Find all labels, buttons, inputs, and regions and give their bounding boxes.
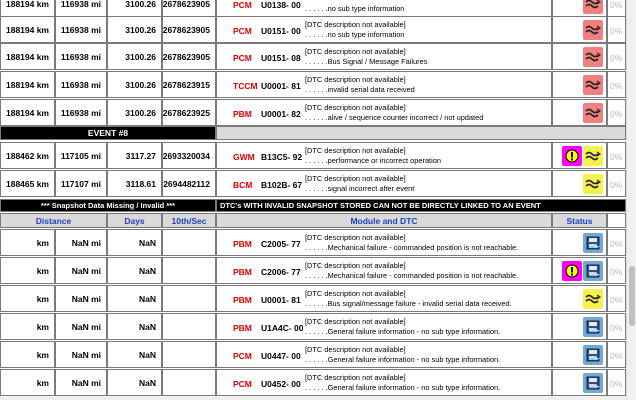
percent-value: 0% [610,0,623,10]
tenth-sec-value: 2678623905 [162,43,216,70]
dtc-row[interactable] [0,71,626,98]
dtc-subtype: . . . . . .Mechanical failure - commanded position is not reachable. [305,243,519,252]
module-name: PBM [233,295,252,305]
distance-km: 188194 km [0,43,55,70]
percent-value: 0% [610,267,623,277]
disk-icon[interactable] [583,261,603,281]
dtc-code: U0151- 08 [261,53,301,63]
status-cell [552,257,607,284]
days-value: 3118.61 [107,170,162,197]
days-value: NaN [107,229,162,256]
distance-mi: 116938 mi [55,99,107,126]
tenth-sec-value [162,229,216,256]
invalid-dtc-row[interactable] [0,285,626,312]
invalid-banner-row [0,199,626,212]
distance-km: km [0,257,55,284]
dtc-row[interactable] [0,99,626,126]
horizontal-scrollbar[interactable] [0,396,626,400]
dtc-code: U0001- 82 [261,109,301,119]
percent-cell [607,43,626,70]
days-value: 3117.27 [107,142,162,169]
tenth-sec-value: 2694482112 [162,170,216,197]
dtc-code: C2006- 77 [261,267,301,277]
percent-cell [607,285,626,312]
scrollbar-thumb[interactable] [629,266,635,326]
status-cell [552,285,607,312]
percent-value: 0% [610,81,623,91]
header-status: Status [552,213,607,228]
dtc-code: U0452- 00 [261,379,301,389]
percent-value: 0% [610,295,623,305]
dtc-code: U0001- 81 [261,81,301,91]
snapshot-missing-label: *** Snapshot Data Missing / Invalid *** [0,199,216,212]
tenth-sec-value [162,285,216,312]
dtc-description: [DTC description not available] [305,146,406,155]
invalid-dtc-row[interactable] [0,229,626,256]
module-name: PBM [233,239,252,249]
distance-mi: NaN mi [55,229,107,256]
percent-cell [607,71,626,98]
module-name: TCCM [233,81,258,91]
percent-cell [607,341,626,368]
percent-cell [607,229,626,256]
tenth-sec-value [162,369,216,396]
intermittent-signal-icon[interactable] [583,146,603,166]
dtc-code: C2005- 77 [261,239,301,249]
dtc-code: B13C5- 92 [261,152,303,162]
invalid-dtc-row[interactable] [0,369,626,396]
dtc-code: U0001- 81 [261,295,301,305]
dtc-description: [DTC description not available] [305,289,406,298]
distance-km: 188194 km [0,16,55,43]
percent-value: 0% [610,180,623,190]
status-cell [552,99,607,126]
module-name: PCM [233,26,252,36]
distance-mi: NaN mi [55,285,107,312]
status-cell [552,369,607,396]
distance-mi: NaN mi [55,369,107,396]
module-dtc-cell [216,71,552,98]
percent-value: 0% [610,351,623,361]
event-dtc-row[interactable] [0,170,626,197]
distance-km: km [0,313,55,340]
distance-mi: 116938 mi [55,43,107,70]
module-name: PCM [233,0,252,10]
days-value: 3100.26 [107,16,162,43]
module-dtc-cell [216,257,552,284]
dtc-subtype: . . . . . .General failure information - no sub type information. [305,383,501,392]
invalid-dtc-row[interactable] [0,257,626,284]
dtc-subtype: . . . . . .General failure information - no sub type information. [305,327,501,336]
disk-icon[interactable] [583,345,603,365]
days-value: 3100.26 [107,0,162,17]
module-name: PBM [233,109,252,119]
days-value: NaN [107,285,162,312]
warning-icon[interactable] [562,146,582,166]
dtc-code: B102B- 67 [261,180,303,190]
dtc-description: [DTC description not available] [305,174,406,183]
warning-icon[interactable] [562,261,582,281]
dtc-description: [DTC description not available] [305,261,406,270]
tenth-sec-value [162,341,216,368]
dtc-code: U1A4C- 00 [261,323,304,333]
status-cell [552,16,607,43]
percent-cell [607,99,626,126]
dtc-subtype: . . . . . .no sub type information [305,30,405,39]
percent-cell [607,257,626,284]
distance-mi: 117105 mi [55,142,107,169]
dtc-description: [DTC description not available] [305,233,406,242]
disk-icon[interactable] [583,373,603,393]
tenth-sec-value: 2678623915 [162,71,216,98]
module-name: PCM [233,379,252,389]
status-cell [552,229,607,256]
days-value: 3100.26 [107,99,162,126]
dtc-code: U0138- 00 [261,0,301,10]
event-gray-bar [216,126,626,140]
percent-cell [607,313,626,340]
dtc-description: [DTC description not available] [305,317,406,326]
vertical-scrollbar[interactable] [626,0,636,400]
distance-mi: 117107 mi [55,170,107,197]
module-name: PBM [233,323,252,333]
header-days: Days [107,213,162,228]
column-header-row [0,213,626,228]
intermittent-signal-icon[interactable] [583,289,603,309]
disk-icon[interactable] [583,233,603,253]
dtc-description: [DTC description not available] [305,47,406,56]
dtc-subtype: . . . . . .Bus signal/message failure - invalid serial data received. [305,299,512,308]
dtc-subtype: . . . . . .no sub type information [305,4,405,13]
intermittent-signal-icon[interactable] [583,75,603,95]
distance-km: 188462 km [0,142,55,169]
distance-mi: NaN mi [55,313,107,340]
module-dtc-cell [216,170,552,197]
module-dtc-cell [216,0,552,17]
days-value: NaN [107,341,162,368]
module-dtc-cell [216,99,552,126]
status-cell [552,170,607,197]
dtc-description: [DTC description not available] [305,103,406,112]
event-label: EVENT #8 [0,126,216,140]
days-value: NaN [107,313,162,340]
dtc-description: [DTC description not available] [305,20,406,29]
distance-mi: NaN mi [55,257,107,284]
module-name: PBM [233,267,252,277]
percent-cell [607,369,626,396]
distance-km: km [0,229,55,256]
invalid-dtc-row[interactable] [0,341,626,368]
intermittent-signal-icon[interactable] [583,103,603,123]
intermittent-signal-icon[interactable] [583,174,603,194]
tenth-sec-value: 2678623905 [162,16,216,43]
distance-km: km [0,341,55,368]
invalid-snapshot-banner: DTC's WITH INVALID SNAPSHOT STORED CAN NOT BE DIRECTLY LINKED TO AN EVENT [216,199,626,212]
dtc-subtype: . . . . . .Mechanical failure - commanded position is not reachable. [305,271,519,280]
days-value: NaN [107,257,162,284]
module-dtc-cell [216,285,552,312]
module-name: BCM [233,180,253,190]
module-name: PCM [233,53,252,63]
module-dtc-cell [216,16,552,43]
days-value: NaN [107,369,162,396]
intermittent-signal-icon[interactable] [583,20,603,40]
disk-icon[interactable] [583,317,603,337]
module-name: GWM [233,152,255,162]
module-dtc-cell [216,142,552,169]
dtc-subtype: . . . . . .Bus Signal / Message Failures [305,57,428,66]
percent-value: 0% [610,323,623,333]
intermittent-signal-icon[interactable] [583,0,603,14]
distance-km: 188194 km [0,99,55,126]
dtc-subtype: . . . . . .alive / sequence counter incorrect / not updated [305,113,484,122]
distance-mi: 116938 mi [55,16,107,43]
module-dtc-cell [216,313,552,340]
status-cell [552,142,607,169]
module-dtc-cell [216,43,552,70]
tenth-sec-value: 2693320034 [162,142,216,169]
dtc-subtype: . . . . . .signal incorrect after event [305,184,415,193]
days-value: 3100.26 [107,43,162,70]
status-cell [552,313,607,340]
dtc-code: U0151- 00 [261,26,301,36]
tenth-sec-value: 2678623925 [162,99,216,126]
dtc-code: U0447- 00 [261,351,301,361]
percent-value: 0% [610,152,623,162]
percent-cell [607,16,626,43]
module-dtc-cell [216,369,552,396]
distance-km: km [0,369,55,396]
percent-value: 0% [610,239,623,249]
dtc-description: [DTC description not available] [305,75,406,84]
dtc-subtype: . . . . . .invalid serial data received [305,85,415,94]
intermittent-signal-icon[interactable] [583,47,603,67]
distance-mi: 116938 mi [55,71,107,98]
distance-mi: NaN mi [55,341,107,368]
event-header-row [0,126,626,140]
distance-km: 188194 km [0,71,55,98]
percent-value: 0% [610,379,623,389]
percent-cell [607,0,626,17]
dtc-subtype: . . . . . .performance or incorrect operation [305,156,441,165]
status-cell [552,43,607,70]
module-name: PCM [233,351,252,361]
percent-value: 0% [610,109,623,119]
header-tenth-sec: 10th/Sec [162,213,216,228]
days-value: 3100.26 [107,71,162,98]
percent-value: 0% [610,53,623,63]
distance-km: 188465 km [0,170,55,197]
header-distance: Distance [0,213,107,228]
dtc-description: [DTC description not available] [305,345,406,354]
header-module-dtc: Module and DTC [216,213,552,228]
percent-value: 0% [610,26,623,36]
module-dtc-cell [216,341,552,368]
status-cell [552,71,607,98]
dtc-row[interactable] [0,43,626,70]
percent-cell [607,170,626,197]
distance-mi: 116938 mi [55,0,107,17]
status-cell [552,0,607,17]
dtc-subtype: . . . . . .General failure information - no sub type information. [305,355,501,364]
dtc-description: [DTC description not available] [305,373,406,382]
module-dtc-cell [216,229,552,256]
event-dtc-row[interactable] [0,142,626,169]
tenth-sec-value: 2678623905 [162,0,216,17]
dtc-row[interactable] [0,0,626,17]
invalid-dtc-row[interactable] [0,313,626,340]
percent-cell [607,142,626,169]
distance-km: km [0,285,55,312]
tenth-sec-value [162,257,216,284]
distance-km: 188194 km [0,0,55,17]
tenth-sec-value [162,313,216,340]
dtc-row[interactable] [0,16,626,43]
status-cell [552,341,607,368]
